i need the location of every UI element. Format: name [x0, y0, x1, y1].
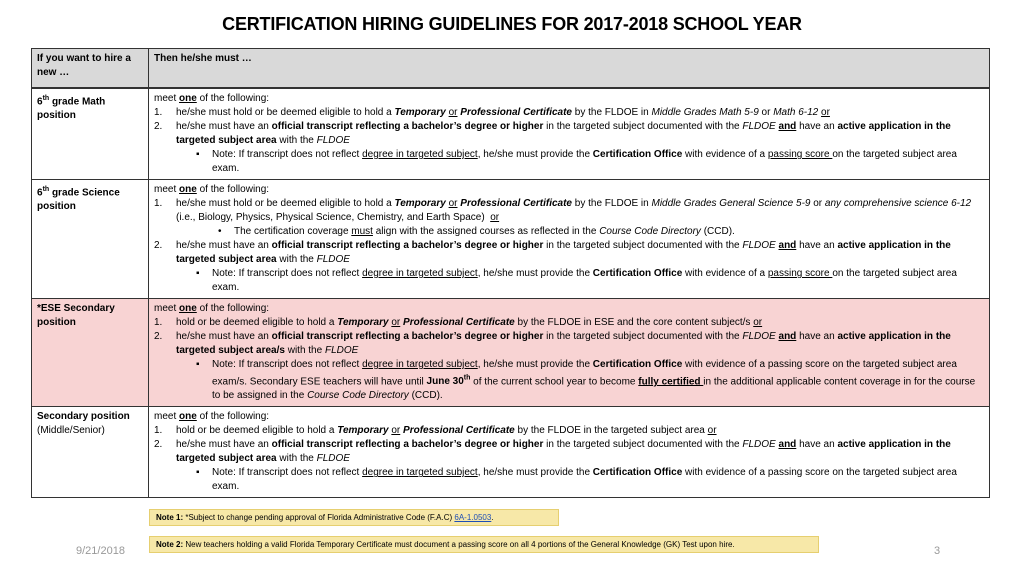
fac-link[interactable]: 6A-1.0503 [454, 513, 492, 522]
position-cell: 6th grade Science position [32, 180, 149, 299]
page-number: 3 [934, 545, 941, 557]
table-row [32, 88, 990, 180]
note-1: Note 1: *Subject to change pending approval of Florida Administrative Code (F.A.C) 6A-1.0503. [149, 509, 559, 526]
position-cell: Secondary position (Middle/Senior) [32, 407, 149, 498]
table-row [32, 407, 990, 498]
table-row [32, 299, 990, 407]
header-must: Then he/she must … [149, 49, 990, 89]
position-cell: *ESE Secondary position [32, 299, 149, 407]
guidelines-table [31, 48, 990, 498]
requirements-cell: meet one of the following: 1. he/she must hold or be deemed eligible to hold a Temporary or Professional Certificate by the FLDOE in Middle Grades General Science 5-9 or any comprehensive science 6-12 (i.e., Biology, Physics, Physical Science, Chemistry, and Earth Space) or • The certification coverage must align with the assigned courses as reflected in the Course Code Directory (CCD). 2. he/she must have an official transcript reflecting a bachelor’s degree or higher in the targeted subject documented with the FLDOE and have an active application in the targeted subject area with the FLDOE ▪ Note: If transcript does not reflect degree in targeted subject, he/she must provide the Certification Office with evidence of a passing score on the targeted subject area exam. [149, 180, 990, 299]
page-title: CERTIFICATION HIRING GUIDELINES FOR 2017-2018 SCHOOL YEAR [222, 14, 802, 34]
requirements-cell: meet one of the following: 1. hold or be deemed eligible to hold a Temporary or Professional Certificate by the FLDOE in ESE and the core content subject/s or 2. he/she must have an official transcript reflecting a bachelor’s degree or higher in the targeted subject documented with the FLDOE and have an active application in the targeted subject area/s with the FLDOE ▪ Note: If transcript does not reflect degree in targeted subject, he/she must provide the Certification Office with evidence of a passing score on the targeted subject area exam/s. Secondary ESE teachers will have until June 30th of the current school year to become fully certified in the additional applicable content coverage in for the course to be assigned in the Course Code Directory (CCD). [149, 299, 990, 407]
requirements-cell: meet one of the following: 1. hold or be deemed eligible to hold a Temporary or Professional Certificate by the FLDOE in the targeted subject area or 2. he/she must have an official transcript reflecting a bachelor’s degree or higher in the targeted subject documented with the FLDOE and have an active application in the targeted subject area with the FLDOE ▪ Note: If transcript does not reflect degree in targeted subject, he/she must provide the Certification Office with evidence of a passing score on the targeted subject area exam. [149, 407, 990, 498]
requirements-cell: meet one of the following: 1. he/she must hold or be deemed eligible to hold a Temporary or Professional Certificate by the FLDOE in Middle Grades Math 5-9 or Math 6-12 or 2. he/she must have an official transcript reflecting a bachelor’s degree or higher in the targeted subject documented with the FLDOE and have an active application in the targeted subject area with the FLDOE ▪ Note: If transcript does not reflect degree in targeted subject, he/she must provide the Certification Office with evidence of a passing score on the targeted subject area exam. [149, 88, 990, 180]
table-header-row [32, 49, 990, 89]
header-hire: If you want to hire a new … [32, 49, 149, 89]
note-2: Note 2: New teachers holding a valid Florida Temporary Certificate must document a passing score on all 4 portions of the General Knowledge (GK) Test upon hire. [149, 536, 819, 553]
table-row [32, 180, 990, 299]
position-cell: 6th grade Math position [32, 88, 149, 180]
footer-date: 9/21/2018 [76, 545, 125, 557]
